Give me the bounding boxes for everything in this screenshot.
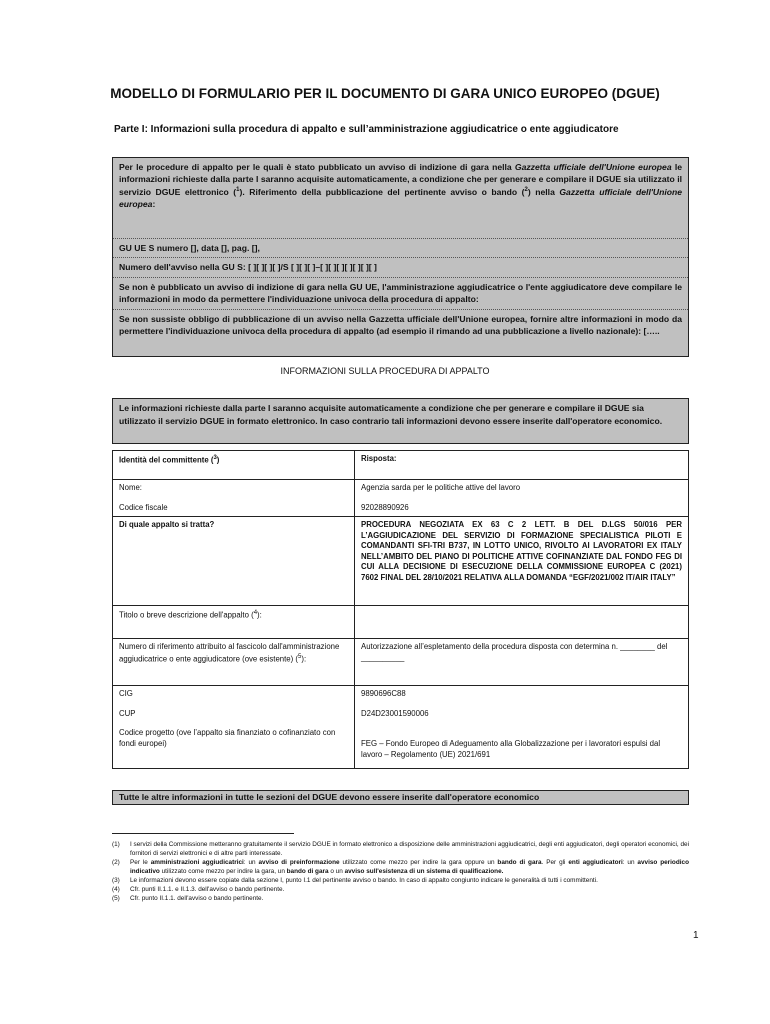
notice-number-line: Numero dell'avviso nella GU S: [ ][ ][ ][ ]/S [ ][ ][ ]–[ ][ ][ ][ ][ ][ ][ ]	[113, 258, 688, 277]
identity-header: Identità del committente ($^3$)	[113, 451, 355, 480]
footnote-1: (1) I servizi della Commissione metteranno gratuitamente il servizio DGUE in formato elettronico a disposizione delle amministrazioni aggiudicatrici, degli enti aggiudicatori, degli operatori economici, dei fornitori di servizi elettronici e di altre parti interessate.	[112, 841, 689, 857]
title-value	[355, 606, 689, 639]
part-subtitle: Parte I: Informazioni sulla procedura di appalto e sull’amministrazione aggiudicatrice o ente aggiudicatore	[114, 124, 619, 135]
footnote-2: (2) Per le amministrazioni aggiudicatrici: un avviso di preinformazione utilizzato come mezzo per indire la gara oppure un bando di gara. Per gli enti aggiudicatori: un avviso periodico indicativo utilizzato come mezzo per indire la gara, un bando di gara o un avviso sull'esistenza di un sistema di qualificazione.	[112, 858, 689, 875]
footnote-4: (4) Cfr. punti II.1.1. e II.1.3. dell'avviso o bando pertinente.	[112, 885, 285, 893]
table-row	[113, 480, 689, 517]
cup-label: CUP	[119, 708, 136, 718]
tax-code-value: 92028890926	[361, 502, 409, 512]
auto-info-box: Le informazioni richieste dalla parte I saranno acquisite automaticamente a condizione che per generare e compilare il DGUE sia utilizzato il servizio DGUE in formato elettronico. In caso contrario tali informazioni devono essere inserite dall'operatore economico.	[112, 398, 689, 444]
table-row	[113, 606, 689, 639]
table-header-row	[113, 451, 689, 480]
contract-label: Di quale appalto si tratta?	[113, 517, 355, 606]
tax-code-label: Codice fiscale	[119, 502, 168, 512]
gu-ues-line: GU UE S numero [], data [], pag. [],	[113, 239, 688, 258]
page-number: 1	[693, 930, 699, 941]
title-label: Titolo o breve descrizione dell'appalto ($^4$):	[113, 606, 355, 639]
project-code-label: Codice progetto (ove l’appalto sia finanziato o cofinanziato con fondi europei)	[119, 728, 336, 748]
publication-info-box	[112, 157, 689, 357]
section-heading: INFORMAZIONI SULLA PROCEDURA DI APPALTO	[280, 366, 490, 376]
cig-label: CIG	[119, 689, 133, 699]
response-header: Risposta:	[355, 451, 689, 480]
name-label: Nome:	[119, 483, 142, 492]
contract-value: PROCEDURA NEGOZIATA EX 63 C 2 LETT. B DEL D.LGS 50/016 PER L’AGGIUDICAZIONE DEL SERVIZIO DI FORMAZIONE SPECIALISTICA PILOTI E COMANDANTI SFI-TRI B737, IN LOTTO UNICO, RIVOLTO AI LAVORATORI EX ITALY NELL’AMBITO DEL PIANO DI POLITICHE ATTIVE COFINANZIATE DAL FONDO FEG DI CUI ALLA DECISIONE DI ESECUZIONE DELLA COMMISSIONE EUROPEA C (2021) 7602 FINAL DEL 28/10/2021 RELATIVA ALLA DOMANDA “EGF/2021/002 IT/AIR ITALY”	[355, 517, 689, 606]
name-value: Agenzia sarda per le politiche attive del lavoro	[361, 483, 521, 492]
no-notice-paragraph: Se non è pubblicato un avviso di indizione di gara nella GU UE, l'amministrazione aggiudicatrice o l'ente aggiudicatore deve compilare le informazioni in modo da permettere l'individuazione univoca della procedura di appalto:	[113, 278, 688, 310]
footnote-5: (5) Cfr. punto II.1.1. dell'avviso o bando pertinente.	[112, 894, 264, 902]
file-reference-label: Numero di riferimento attribuito al fascicolo dall'amministrazione aggiudicatrice o ente aggiudicatore (ove esistente) ($^5$):	[113, 639, 355, 686]
file-reference-value: Autorizzazione all’espletamento della procedura disposta con determina n. ________ del __________	[355, 639, 689, 686]
table-row	[113, 517, 689, 606]
no-obligation-paragraph: Se non sussiste obbligo di pubblicazione di un avviso nella Gazzetta ufficiale dell'Unione europea, fornire altre informazioni in modo da permettere l'individuazione univoca della procedura di appalto (ad esempio il rimando ad una pubblicazione a livello nazionale): […..	[119, 313, 682, 337]
cup-value: D24D23001590006	[361, 708, 429, 718]
contracting-authority-table	[112, 450, 689, 769]
cig-value: 9890696C88	[361, 689, 406, 699]
table-row	[113, 639, 689, 686]
project-code-value: FEG – Fondo Europeo di Adeguamento alla Globalizzazione per i lavoratori espulsi dal lavoro – Regolamento (UE) 2021/691	[361, 739, 661, 759]
footnotes	[112, 841, 689, 904]
other-info-box: Tutte le altre informazioni in tutte le sezioni del DGUE devono essere inserite dall'operatore economico	[112, 790, 689, 805]
intro-paragraph: Per le procedure di appalto per le quali è stato pubblicato un avviso di indizione di gara nella Gazzetta ufficiale dell'Unione europea le informazioni richieste dalla parte I saranno acquisite automaticamente, a condizione che per generare e compilare il DGUE sia utilizzato il servizio DGUE elettronico ($^1$). Riferimento della pubblicazione del pertinente avviso o bando ($^2$) nella Gazzetta ufficiale dell'Unione europea:	[113, 158, 688, 239]
footnote-separator	[112, 833, 294, 834]
footnote-3: (3) Le informazioni devono essere copiate dalla sezione I, punto I.1 del pertinente avviso o bando. In caso di appalto congiunto indicare le generalità di tutti i committenti.	[112, 876, 598, 884]
document-title: MODELLO DI FORMULARIO PER IL DOCUMENTO DI GARA UNICO EUROPEO (DGUE)	[110, 86, 660, 101]
table-row	[113, 686, 689, 769]
